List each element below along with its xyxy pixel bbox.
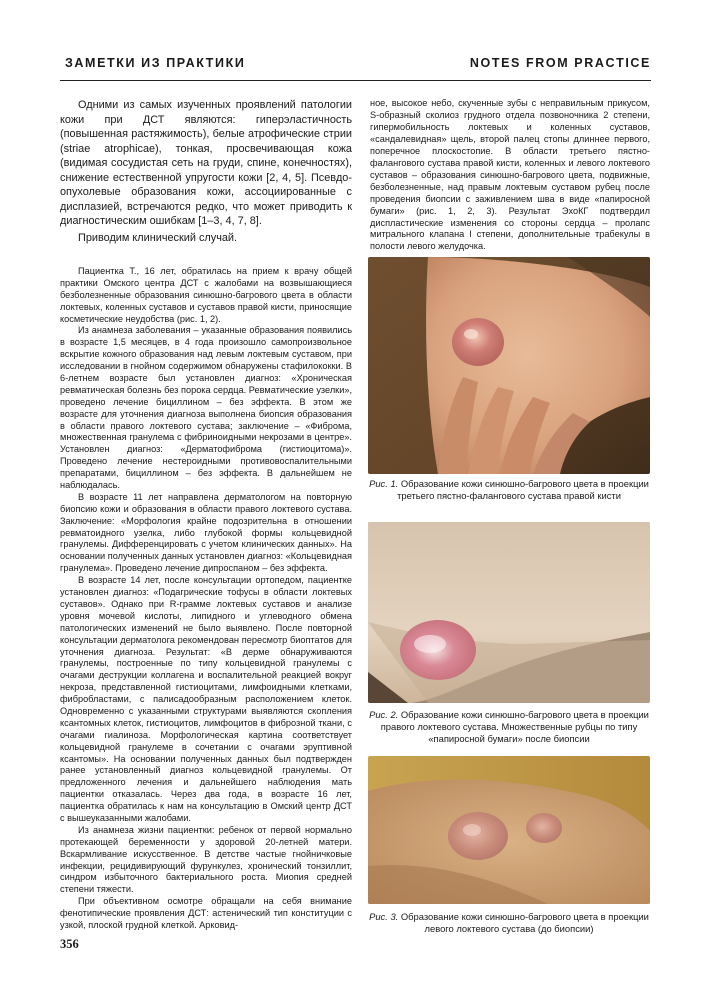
intro-text [60, 98, 352, 245]
header-divider [60, 80, 651, 81]
right-column-text [370, 98, 650, 253]
figure-number: Рис. 1. [369, 478, 399, 489]
case-lead-in: Приводим клинический случай. [78, 231, 238, 244]
case-paragraph: Из анамнеза жизни пациентки: ребенок от первой нормально протекающей беременности у здоровой 20-летней матери. Вскармливание искусственное. В детстве частые гнойничковые инфекции, рецидивирующий фурункулез, хронический тонзиллит, синдром избыточного бактериального роста. Миопия средней степени тяжести. [60, 824, 352, 895]
intro-paragraph: Одними из самых изученных проявлений патологии кожи при ДСТ являются: гиперэластичность (повышенная растяжимость), белые атрофические стрии (striae atrophicae), тонкая, просвечивающая кожа (видимая сосудистая сеть на груди, спине, конечностях), снижение естественной упругости кожи [2, 4, 5]. Псевдо-опухолевые образования кожи, ассоциированные с дисплазией, встречаются редко, что может приводить к диагностическим ошибкам [1–3, 4, 7, 8]. [60, 99, 352, 227]
figure-3-photo [368, 756, 650, 904]
case-paragraph: Пациентка Т., 16 лет, обратилась на прием к врачу общей практики Омского центра ДСТ с жалобами на возвышающиеся безболезненные образования синюшно-багрового цвета в области локтевых, коленных суставов и суставов правой кисти, приносящие косметические неудобства (рис. 1, 2). [60, 266, 352, 324]
figure-1-caption [368, 478, 650, 502]
caption-text: Образование кожи синюшно-багрового цвета в проекции правого локтевого сустава. Множественные рубцы по типу «папиросной бумаги» после биопсии [380, 709, 649, 745]
case-paragraph: В возрасте 14 лет, после консультации ортопедом, пациентке установлен диагноз: «Подагрические тофусы в области локтевых суставов». Однако при R-грамме локтевых суставов и анализе уровня мочевой кислоты, липидного и углеводного обмена патологических изменений не было выявлено. После повторной консультации дерматолога рекомендован пересмотр биоптатов для уточнения диагноза. Результат: «В дерме обнаруживаются гранулемы, построенные по типу кольцевидной гранулемы с очагами деструкции коллагена и воспалительной реакцией вокруг некроза, представленной гистиоцитами, лимфоидными клетками, фибробластами, с палисадообразным расположением клеток. Одновременно с указанными структурами выявляются скопления ксантомных клеток, гистиоцитов, лимфоцитов в фиброзной ткани, с очагами гиалиноза. Морфологическая картина соответствует кольцевидной гранулеме в сочетании с очагами эруптивной ксантомы». На основании полученных данных был подтвержден ранее установленный диагноз кольцевидной гранулемы. От предложенного лечения и дальнейшего наблюдения мать пациентки отказалась. Через два года, в возрасте 16 лет, пациентка обратилась к нам на консультацию в Омский центр ДСТ с вышеуказанными жалобами. [60, 575, 352, 823]
figure-2-photo [368, 522, 650, 703]
caption-text: Образование кожи синюшно-багрового цвета в проекции левого локтевого сустава (до биопсии) [400, 911, 649, 935]
section-title-en: NOTES FROM PRACTICE [469, 56, 651, 70]
case-paragraph: При объективном осмотре обращали на себя внимание фенотипические проявления ДСТ: астенический тип конституции с узкой, плоской грудной клеткой. Арковид- [60, 896, 352, 930]
figure-1-photo [368, 257, 650, 474]
caption-text: Образование кожи синюшно-багрового цвета в проекции третьего пястно-фалангового сустава правой кисти [397, 478, 649, 502]
figure-number: Рис. 3. [369, 911, 399, 922]
page-number: 356 [60, 937, 79, 951]
case-paragraph-continued: ное, высокое небо, скученные зубы с неправильным прикусом, S-образный сколиоз грудного отдела позвоночника 2 степени, гипермобильность локтевых и коленных суставов, «сандалевидная» щель, второй палец стопы длиннее первого, поперечное плоскостопие. В области третьего пястно-фалангового сустава правой кисти, коленных и левого локтевого суставов – образования синюшно-багрового цвета, подвижные, безболезненные, над правым локтевым суставом рубец после проведения биопсии с заживлением шва в виде «папиросной бумаги» (рис. 1, 2, 3). Результат ЭхоКГ подтвердил диспластические изменения со стороны сердца – пролапс митрального клапана I степени, дополнительные трабекулы в полости левого желудочка. [370, 98, 650, 252]
figure-number: Рис. 2. [369, 709, 399, 720]
section-title-ru: ЗАМЕТКИ ИЗ ПРАКТИКИ [65, 56, 246, 70]
figure-3-caption [368, 911, 650, 935]
case-paragraph: Из анамнеза заболевания – указанные образования появились в возрасте 1,5 месяцев, в 4 года произошло самопроизвольное вскрытие кожного образования над левым локтевым суставом, при исследовании в гнойном содержимом обнаружены стафилококки. В 6-летнем возрасте был установлен диагноз: «Хроническая ревматическая болезнь без порока сердца. Ревматические узелки», проведено лечение бициллином – без эффекта. В этом же возрасте для уточнения диагноза выполнена биопсия образования в области правого локтевого сустава; заключение – «Фиброма, множественная гранулема с фибриноидными некрозами в центре». Установлен диагноз: «Дерматофиброма (гистиоцитома)». Проведено лечение нестероидными противовоспалительными препаратами, бициллином – без эффекта. В дальнейшем не наблюдалась. [60, 325, 352, 491]
case-report-text [60, 266, 352, 932]
figure-2-caption [368, 709, 650, 746]
case-paragraph: В возрасте 11 лет направлена дерматологом на повторную биопсию кожи и образования в области правого локтевого сустава. Заключение: «Морфология крайне подозрительна в отношении ревматоидного узелка, либо глубокой формы кольцевидной гранулемы. Дифференцировать с учетом клинических данных». На основании полученных данных установлен диагноз: «Кольцевидная гранулема». Проведено лечение дипроспаном – без эффекта. [60, 491, 352, 574]
